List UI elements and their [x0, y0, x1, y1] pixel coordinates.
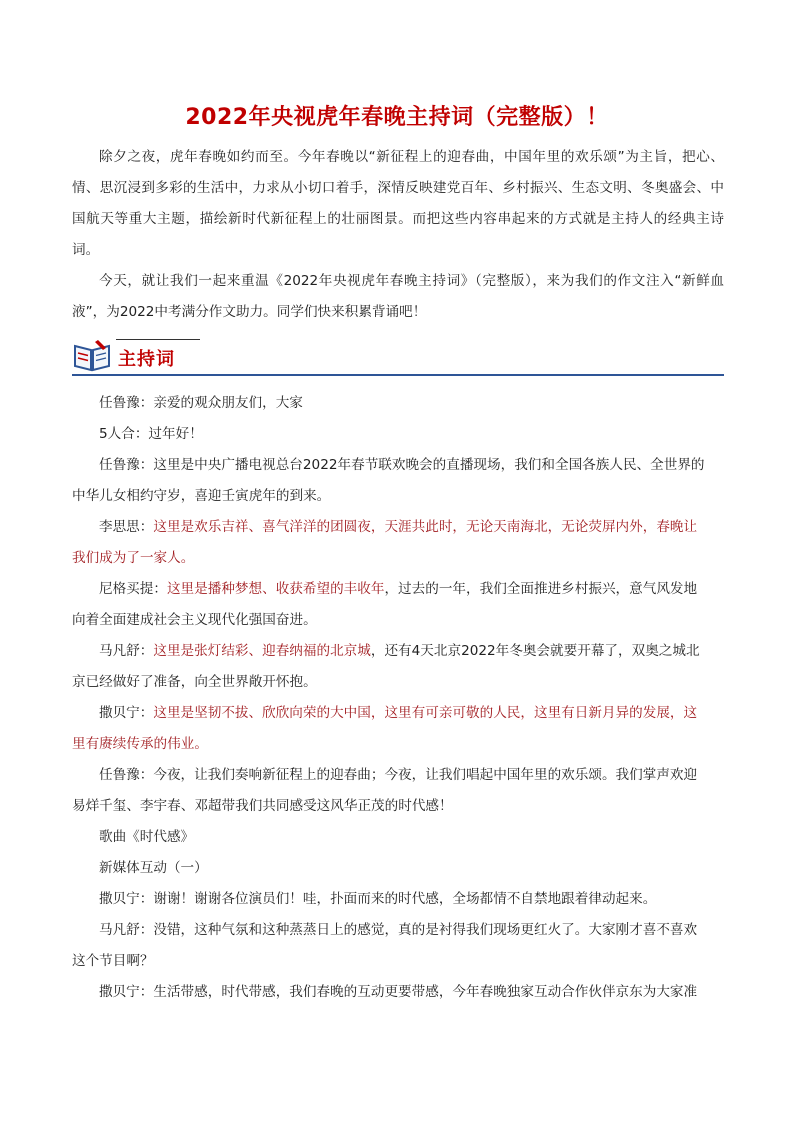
section-title: 主持词	[118, 349, 175, 370]
section-header	[72, 337, 724, 377]
dialogue-line: 任鲁豫：今夜，让我们奏响新征程上的迎春曲；今夜，让我们唱起中国年里的欢乐颂。我们掌声欢迎	[99, 767, 698, 783]
dialogue-line: 任鲁豫：这里是中央广播电视总台2022年春节联欢晚会的直播现场，我们和全国各族人民、全世界的	[99, 457, 705, 473]
dialogue-line	[72, 512, 724, 543]
highlight-text: 这里是张灯结彩、迎春纳福的北京城	[153, 643, 371, 659]
intro-paragraph-1: 除夕之夜，虎年春晚如约而至。今年春晚以“新征程上的迎春曲，中国年里的欢乐颂”为主旨，把心、情、思沉浸到多彩的生活中，力求从小切口着手，深情反映建党百年、乡村振兴、生态文明、冬奥盛会、中国航天等重大主题，描绘新时代新征程上的壮丽图景。而把这些内容串起来的方式就是主持人的经典主诗词。	[72, 149, 724, 258]
dialogue-line: 中华儿女相约守岁，喜迎壬寅虎年的到来。	[72, 488, 331, 504]
song-title: 歌曲《时代感》	[99, 829, 195, 845]
section-top-line	[116, 339, 200, 340]
dialogue-line: 撒贝宁：生活带感，时代带感，我们春晚的互动更要带感，今年春晚独家互动合作伙伴京东为大家准	[99, 984, 698, 1000]
dialogue-line: 撒贝宁：谢谢！谢谢各位演员们！哇，扑面而来的时代感，全场都情不自禁地跟着律动起来。	[99, 891, 657, 907]
dialogue-line: 这个节目啊？	[72, 953, 154, 969]
body-text: ，还有4天北京2022年冬奥会就要开幕了，双奥之城北	[370, 643, 700, 659]
dialogue-line	[72, 698, 724, 729]
book-icon	[72, 337, 112, 373]
dialogue-line	[72, 636, 724, 667]
page-title: 2022年央视虎年春晚主持词（完整版）！	[185, 105, 609, 130]
speaker-label: 李思思：	[99, 519, 154, 535]
dialogue-line	[72, 574, 724, 605]
body-text: ，过去的一年，我们全面推进乡村振兴，意气风发地	[384, 581, 698, 597]
segment-title: 新媒体互动（一）	[99, 860, 208, 876]
speaker-label: 马凡舒：	[99, 643, 154, 659]
dialogue-line: 马凡舒：没错，这种气氛和这种蒸蒸日上的感觉，真的是衬得我们现场更红火了。大家刚才喜不喜欢	[99, 922, 698, 938]
dialogue-line: 京已经做好了准备，向全世界敞开怀抱。	[72, 674, 317, 690]
highlight-text: 这里是欢乐吉祥、喜气洋洋的团圆夜，天涯共此时，无论天南海北，无论荧屏内外，春晚让	[153, 519, 698, 535]
dialogue-line: 里有赓续传承的伟业。	[72, 736, 208, 752]
highlight-text: 这里是播种梦想、收获希望的丰收年	[166, 581, 385, 597]
dialogue-line: 易烊千玺、李宇春、邓超带我们共同感受这风华正茂的时代感！	[72, 798, 453, 814]
highlight-text: 这里是坚韧不拔、欣欣向荣的大中国，这里有可亲可敬的人民，这里有日新月异的发展，这	[153, 705, 698, 721]
dialogue-line: 向着全面建成社会主义现代化强国奋进。	[72, 612, 317, 628]
speaker-label: 撒贝宁：	[99, 705, 154, 721]
section-divider	[72, 374, 724, 376]
dialogue-line: 我们成为了一家人。	[72, 550, 195, 566]
intro-paragraph-2: 今天，就让我们一起来重温《2022年央视虎年春晚主持词》（完整版），来为我们的作文注入“新鲜血液”，为2022中考满分作文助力。同学们快来积累背诵吧！	[72, 273, 724, 320]
speaker-label: 尼格买提：	[99, 581, 167, 597]
dialogue-line: 任鲁豫：亲爱的观众朋友们，大家	[99, 395, 303, 411]
dialogue-line: 5人合：过年好！	[99, 426, 203, 442]
